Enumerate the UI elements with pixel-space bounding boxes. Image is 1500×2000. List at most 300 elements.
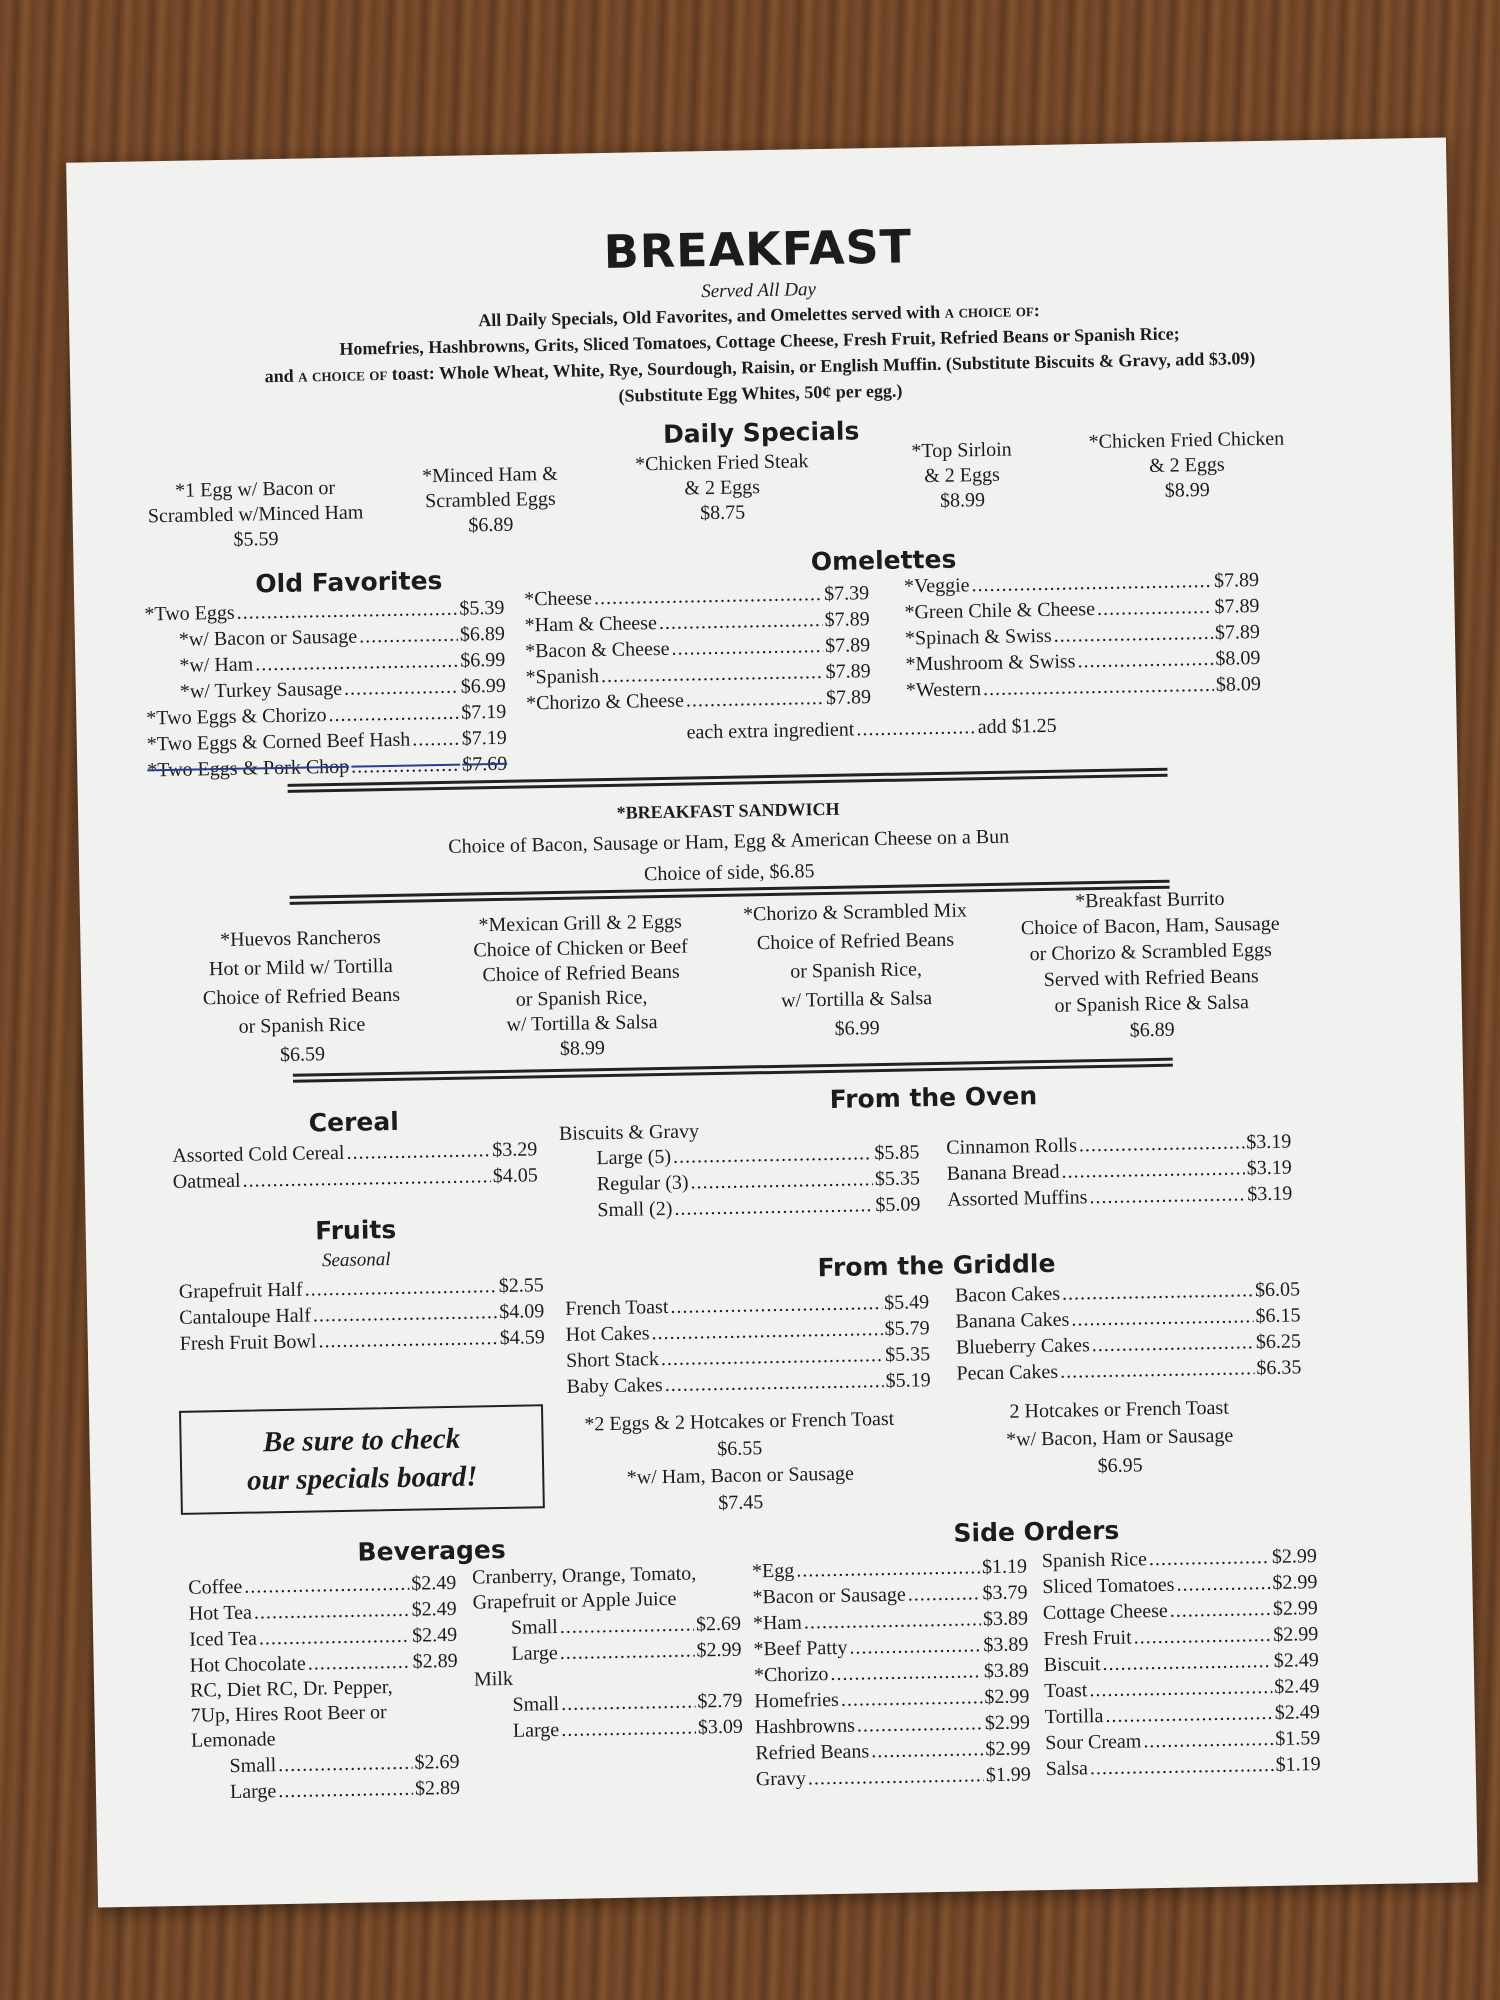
leader-dots xyxy=(259,1623,411,1652)
callout-line-1: Be sure to check xyxy=(262,1422,461,1459)
leader-dots xyxy=(359,622,458,650)
item-price: $5.09 xyxy=(875,1193,921,1217)
special-line-2: & 2 Eggs xyxy=(1148,453,1225,477)
leader-dots xyxy=(278,1750,413,1778)
intro-toast-label: a choice of xyxy=(297,363,388,386)
special-line-2: & 2 Eggs xyxy=(924,463,1000,488)
menu-item-row xyxy=(173,1162,538,1195)
leader-dots xyxy=(686,685,825,714)
mexican-line: *Mexican Grill & 2 Eggs xyxy=(478,910,682,937)
item-price: $6.99 xyxy=(460,674,506,698)
leader-dots xyxy=(559,1612,694,1640)
mexican-price: $8.99 xyxy=(559,1037,606,1060)
item-price: $5.35 xyxy=(874,1167,921,1191)
item-price: $8.09 xyxy=(1215,672,1262,696)
item-name: Large xyxy=(511,1642,559,1665)
menu-subtitle: Served All Day xyxy=(701,279,817,303)
leader-dots xyxy=(796,1554,980,1583)
item-price: $6.05 xyxy=(1254,1278,1301,1302)
special-price: $8.99 xyxy=(939,489,986,512)
combo-line: 2 Hotcakes or French Toast xyxy=(1009,1396,1229,1423)
item-name: Banana Bread xyxy=(946,1160,1060,1185)
side-orders-heading: Side Orders xyxy=(953,1515,1120,1548)
leader-dots xyxy=(1133,1622,1271,1651)
item-price: $1.19 xyxy=(1275,1753,1321,1776)
mexican-price: $6.89 xyxy=(1129,1018,1175,1042)
leader-dots xyxy=(254,1597,410,1626)
leader-dots xyxy=(304,1273,497,1303)
item-price: $7.19 xyxy=(461,700,507,724)
combo-price: $6.95 xyxy=(1097,1454,1143,1478)
leader-dots xyxy=(1090,1752,1274,1781)
item-price: $7.39 xyxy=(823,582,870,605)
item-name: Regular (3) xyxy=(596,1171,689,1196)
leader-dots xyxy=(871,1736,984,1764)
leader-dots xyxy=(808,1762,984,1791)
menu-item-row xyxy=(473,1637,741,1668)
item-price: $5.19 xyxy=(885,1369,931,1392)
item-name: Sour Cream xyxy=(1045,1730,1142,1755)
cereal-heading: Cereal xyxy=(308,1106,400,1138)
leader-dots xyxy=(849,1632,982,1660)
leader-dots xyxy=(236,596,457,626)
item-name: Large xyxy=(229,1780,277,1804)
item-price: $1.59 xyxy=(1275,1727,1321,1750)
fruits-list xyxy=(179,1272,545,1357)
menu-item-row xyxy=(192,1775,460,1806)
menu-item-row xyxy=(566,1367,930,1400)
menu-item-row xyxy=(947,1180,1292,1212)
item-name: Small xyxy=(510,1616,558,1639)
item-name: *w/ Bacon or Sausage xyxy=(178,625,358,651)
leader-dots xyxy=(344,674,459,702)
leader-dots xyxy=(1170,1596,1271,1624)
leader-dots xyxy=(561,1689,696,1717)
item-price: $6.89 xyxy=(459,622,506,646)
menu-sheet xyxy=(66,138,1478,1908)
item-price: $3.19 xyxy=(1246,1156,1292,1180)
special-line-1: *Top Sirloin xyxy=(911,438,1012,463)
mexican-price: $6.59 xyxy=(279,1043,326,1067)
leader-dots xyxy=(661,1342,884,1372)
item-name: Hot Tea xyxy=(188,1601,253,1625)
item-price: $6.25 xyxy=(1255,1330,1302,1354)
leader-dots xyxy=(560,1638,695,1666)
menu-item-row xyxy=(189,1648,457,1679)
item-price: $3.09 xyxy=(697,1715,744,1739)
item-price: $8.09 xyxy=(1215,646,1261,670)
mexican-line: Choice of Chicken or Beef xyxy=(473,935,688,962)
item-name: French Toast xyxy=(565,1295,669,1320)
item-name: *Beef Patty xyxy=(753,1636,848,1661)
item-price: $2.49 xyxy=(411,1623,458,1647)
item-price: $5.79 xyxy=(884,1317,930,1340)
menu-item-row xyxy=(1045,1751,1320,1782)
mexican-item xyxy=(710,896,1003,1046)
menu-item-row xyxy=(686,713,1056,746)
leader-dots xyxy=(671,633,823,662)
combo-line: *2 Eggs & 2 Hotcakes or French Toast xyxy=(584,1407,895,1436)
griddle-combo-hotcakes xyxy=(969,1393,1270,1482)
item-name: *Chorizo xyxy=(753,1663,829,1687)
item-name: Gravy xyxy=(755,1767,807,1791)
leader-dots xyxy=(841,1684,983,1713)
beverages-hot-list xyxy=(188,1570,460,1806)
fruits-heading: Fruits xyxy=(314,1214,397,1246)
griddle-right-list xyxy=(955,1276,1302,1386)
item-name: Large (5) xyxy=(596,1145,672,1170)
item-price: $5.35 xyxy=(884,1343,931,1366)
mexican-line: or Chorizo & Scrambled Eggs xyxy=(1029,938,1273,966)
leader-dots xyxy=(1149,1544,1270,1572)
item-name: Refried Beans xyxy=(755,1740,870,1765)
item-name: *Two Eggs & Corned Beef Hash xyxy=(146,728,411,756)
daily-specials-heading: Daily Specials xyxy=(662,416,860,449)
menu-item-row xyxy=(475,1714,743,1745)
item-price: $4.59 xyxy=(499,1326,545,1350)
item-price: $2.49 xyxy=(411,1571,457,1595)
omelette-extra xyxy=(686,713,1056,746)
leader-dots xyxy=(1061,1155,1245,1184)
mexican-line: Choice of Refried Beans xyxy=(756,928,955,955)
item-price: $3.89 xyxy=(983,1659,1030,1683)
item-name: *Two Eggs & Pork Chop xyxy=(147,755,350,782)
item-price: add $1.25 xyxy=(977,714,1057,739)
item-price: $2.79 xyxy=(697,1689,743,1713)
menu-item-row xyxy=(526,684,871,716)
leader-dots xyxy=(244,1571,409,1600)
item-price: $2.55 xyxy=(498,1274,544,1298)
beverages-heading: Beverages xyxy=(357,1534,506,1567)
item-name: Sliced Tomatoes xyxy=(1042,1573,1175,1599)
item-name: *Two Eggs xyxy=(144,601,235,626)
item-name: Spanish Rice xyxy=(1041,1548,1148,1573)
item-price: $5.49 xyxy=(883,1291,930,1314)
leader-dots xyxy=(1089,1674,1272,1703)
item-name: Pecan Cakes xyxy=(956,1360,1059,1385)
item-price: $2.99 xyxy=(1271,1545,1318,1568)
leader-dots xyxy=(1071,1303,1254,1332)
item-price: $4.09 xyxy=(499,1300,545,1324)
mexican-line: Choice of Bacon, Ham, Sausage xyxy=(1020,912,1280,940)
old-favorites-heading: Old Favorites xyxy=(255,565,443,599)
leader-dots xyxy=(308,1649,411,1677)
item-name: *Chorizo & Cheese xyxy=(525,689,685,715)
item-name: *Cheese xyxy=(524,587,593,611)
item-price: $7.89 xyxy=(1213,569,1260,592)
leader-dots xyxy=(1102,1648,1272,1677)
special-price: $8.75 xyxy=(699,501,746,525)
special-price: $5.59 xyxy=(233,527,279,551)
leader-dots xyxy=(346,1137,490,1166)
item-price: $2.49 xyxy=(1274,1701,1320,1724)
item-name: Homefries xyxy=(754,1688,840,1713)
item-price: $2.99 xyxy=(1272,1571,1318,1594)
item-name: *Veggie xyxy=(903,574,970,598)
mexican-line: *Chorizo & Scrambled Mix xyxy=(742,899,968,926)
item-price: $3.89 xyxy=(982,1607,1029,1631)
leader-dots xyxy=(1176,1570,1270,1598)
milk-label: Milk xyxy=(473,1667,514,1691)
leader-dots xyxy=(670,1290,882,1320)
item-name: each extra ingredient xyxy=(686,718,855,744)
item-price: $2.99 xyxy=(984,1685,1030,1709)
leader-dots xyxy=(1053,620,1213,649)
intro-line-3-and: and xyxy=(264,365,294,387)
juice-line: Cranberry, Orange, Tomato, xyxy=(471,1562,697,1589)
mexican-item xyxy=(450,909,713,1064)
combo-price: $6.55 xyxy=(717,1437,763,1461)
daily-special-item xyxy=(130,475,381,555)
item-price: $7.89 xyxy=(824,608,870,631)
mexican-line: Served with Refried Beans xyxy=(1043,965,1259,992)
intro-line-3-text: toast: Whole Wheat, White, Rye, Sourdough, Raisin, or English Muffin. (Substitute Biscuits & Gravy, add $3.09) xyxy=(391,348,1256,384)
omelettes-right-list xyxy=(904,567,1261,703)
item-name: Cantaloupe Half xyxy=(179,1304,312,1329)
leader-dots xyxy=(690,1166,873,1195)
item-name: *Ham & Cheese xyxy=(524,612,658,637)
item-price: $1.19 xyxy=(981,1555,1028,1579)
leader-dots xyxy=(908,1580,981,1607)
leader-dots xyxy=(1062,1277,1253,1306)
item-price: $2.99 xyxy=(985,1737,1031,1761)
item-price: $4.05 xyxy=(492,1164,538,1188)
item-name: Grapefruit Half xyxy=(178,1278,303,1303)
griddle-left-list xyxy=(565,1289,931,1400)
callout-line-2: our specials board! xyxy=(246,1460,478,1497)
cereal-list xyxy=(172,1136,538,1195)
mexican-line: *Breakfast Burrito xyxy=(1074,887,1225,913)
item-price: $6.35 xyxy=(1256,1356,1302,1380)
item-price: $1.99 xyxy=(985,1763,1032,1787)
leader-dots xyxy=(255,648,459,678)
special-line-1: *Minced Ham & xyxy=(421,462,558,488)
item-price: $3.89 xyxy=(983,1633,1029,1657)
mexican-line: Hot or Mild w/ Tortilla xyxy=(208,954,393,981)
item-price: $2.69 xyxy=(695,1612,742,1636)
mexican-line: *Huevos Rancheros xyxy=(219,926,381,952)
item-price: $7.89 xyxy=(1214,620,1261,644)
special-line-1: *Chicken Fried Chicken xyxy=(1088,427,1285,454)
item-price: $2.49 xyxy=(1274,1675,1320,1698)
item-name: Oatmeal xyxy=(172,1169,241,1194)
item-price: $7.89 xyxy=(824,634,871,657)
item-name: *Bacon & Cheese xyxy=(524,637,670,663)
daily-special-item xyxy=(390,461,591,540)
item-price: $6.99 xyxy=(460,648,506,672)
special-price: $6.89 xyxy=(468,513,514,537)
intro-line-1-text: All Daily Specials, Old Favorites, and Omelettes served with xyxy=(478,301,941,331)
leader-dots xyxy=(318,1325,498,1354)
specials-board-callout xyxy=(179,1404,545,1515)
mexican-line: w/ Tortilla & Salsa xyxy=(780,987,933,1012)
special-price: $8.99 xyxy=(1164,478,1211,502)
mexican-line: w/ Tortilla & Salsa xyxy=(506,1011,658,1036)
mexican-line: Choice of Refried Beans xyxy=(202,983,401,1010)
leader-dots xyxy=(313,1299,498,1328)
leader-dots xyxy=(1097,594,1213,622)
item-name: Fresh Fruit Bowl xyxy=(179,1330,317,1355)
sandwich-desc: Choice of Bacon, Sausage or Ham, Egg & American Cheese on a Bun xyxy=(448,825,1010,858)
item-name: Short Stack xyxy=(565,1348,660,1372)
item-price: $2.69 xyxy=(414,1750,460,1774)
leader-dots xyxy=(1143,1726,1273,1754)
item-price: $5.85 xyxy=(874,1141,920,1165)
from-the-oven-heading: From the Oven xyxy=(829,1081,1038,1114)
daily-special-item xyxy=(861,437,1062,516)
old-favorites-list xyxy=(144,595,507,784)
leader-dots xyxy=(328,700,459,728)
item-name: Cottage Cheese xyxy=(1042,1599,1169,1625)
omelettes-heading: Omelettes xyxy=(810,544,957,577)
leader-dots xyxy=(1105,1700,1273,1729)
menu-item-row xyxy=(906,671,1261,704)
item-name: Cinnamon Rolls xyxy=(946,1134,1078,1159)
item-name: *Two Eggs & Chorizo xyxy=(146,704,327,730)
item-price: $2.49 xyxy=(411,1597,457,1621)
menu-title: BREAKFAST xyxy=(603,219,913,279)
sandwich-side-price: Choice of side, $6.85 xyxy=(643,860,815,886)
item-price: $2.49 xyxy=(1273,1649,1319,1672)
side-orders-right-list xyxy=(1042,1543,1321,1782)
item-name: Biscuit xyxy=(1043,1653,1101,1677)
leader-dots xyxy=(1089,1181,1245,1210)
item-name: *Mushroom & Swiss xyxy=(905,650,1076,676)
mexican-line: or Spanish Rice, xyxy=(790,958,923,983)
leader-dots xyxy=(1060,1355,1255,1385)
item-name: Hashbrowns xyxy=(754,1714,856,1739)
item-name: Assorted Muffins xyxy=(947,1186,1088,1211)
item-name: *Spinach & Swiss xyxy=(904,624,1052,650)
item-name: Iced Tea xyxy=(189,1627,258,1651)
item-price: $2.99 xyxy=(1272,1597,1319,1620)
leader-dots xyxy=(664,1368,883,1398)
leader-dots xyxy=(561,1715,696,1743)
mexican-line: or Spanish Rice & Salsa xyxy=(1054,991,1250,1017)
item-price: $6.15 xyxy=(1255,1304,1301,1328)
menu-item-row xyxy=(756,1761,1031,1792)
leader-dots xyxy=(1077,646,1213,674)
item-name: Baby Cakes xyxy=(566,1374,663,1398)
item-name: *Green Chile & Cheese xyxy=(904,598,1096,624)
item-name: *Egg xyxy=(751,1559,795,1583)
sandwich-title: *BREAKFAST SANDWICH xyxy=(616,798,840,823)
mexican-line: or Spanish Rice xyxy=(238,1013,366,1038)
special-line-2: Scrambled w/Minced Ham xyxy=(147,501,364,528)
item-name: Assorted Cold Cereal xyxy=(172,1141,345,1168)
item-name: *Bacon or Sausage xyxy=(752,1583,907,1609)
item-name: Tortilla xyxy=(1044,1705,1104,1729)
special-line-2: Scrambled Eggs xyxy=(424,487,556,513)
item-name: *w/ Ham xyxy=(179,653,254,677)
item-price: $7.89 xyxy=(825,686,872,709)
intro-choice-label: a choice of: xyxy=(944,299,1040,322)
mexican-item xyxy=(175,922,428,1072)
biscuits-gravy-title: Biscuits & Gravy xyxy=(558,1120,700,1145)
item-name: Small (2) xyxy=(597,1197,673,1222)
side-orders-left-list xyxy=(752,1553,1031,1792)
menu-item-row xyxy=(956,1354,1301,1386)
item-name: Toast xyxy=(1044,1679,1088,1703)
item-price: $5.39 xyxy=(459,596,505,620)
fruits-seasonal-note: Seasonal xyxy=(321,1249,391,1272)
leader-dots xyxy=(804,1606,982,1635)
griddle-combo-eggs xyxy=(559,1405,921,1520)
leader-dots xyxy=(412,726,460,753)
leader-dots xyxy=(673,1140,873,1170)
item-price: $2.99 xyxy=(984,1711,1031,1735)
item-name: Small xyxy=(229,1754,277,1778)
item-price: $2.99 xyxy=(1273,1623,1319,1646)
leader-dots xyxy=(674,1192,873,1222)
combo-price: $7.45 xyxy=(718,1491,764,1515)
combo-line: *w/ Ham, Bacon or Sausage xyxy=(626,1462,855,1489)
item-price: $7.89 xyxy=(1214,594,1260,618)
biscuits-list xyxy=(596,1139,920,1223)
leader-dots xyxy=(857,1710,983,1738)
special-line-1: *Chicken Fried Steak xyxy=(634,450,809,476)
mexican-price: $6.99 xyxy=(834,1017,880,1040)
item-price: $3.19 xyxy=(1246,1130,1292,1154)
leader-dots xyxy=(659,607,823,636)
menu-item-row xyxy=(180,1324,545,1357)
breakfast-sandwich xyxy=(78,787,1379,898)
daily-special-item xyxy=(1061,426,1312,506)
item-price: $3.19 xyxy=(1247,1182,1293,1206)
soda-line: Lemonade xyxy=(190,1728,276,1752)
item-name: *Ham xyxy=(752,1611,803,1635)
mexican-line: Choice of Refried Beans xyxy=(482,960,680,987)
item-name: Banana Cakes xyxy=(955,1308,1070,1333)
soda-line: 7Up, Hires Root Beer or xyxy=(190,1701,387,1727)
combo-line: *w/ Bacon, Ham or Sausage xyxy=(1005,1424,1234,1451)
item-name: Blueberry Cakes xyxy=(955,1334,1091,1359)
item-price: $2.89 xyxy=(414,1776,461,1800)
intro-line-2: Homefries, Hashbrowns, Grits, Sliced Tomatoes, Cottage Cheese, Fresh Fruit, Refried Beans or Spanish Rice; xyxy=(339,323,1180,359)
leader-dots xyxy=(351,752,461,780)
item-price: $2.99 xyxy=(696,1638,742,1662)
mexican-line: or Spanish Rice, xyxy=(515,986,648,1011)
soda-line: RC, Diet RC, Dr. Pepper, xyxy=(189,1676,393,1702)
item-price: $7.89 xyxy=(825,660,871,683)
item-name: *w/ Turkey Sausage xyxy=(179,677,343,703)
item-name: Small xyxy=(512,1693,560,1716)
item-price: $3.79 xyxy=(982,1581,1028,1605)
mexican-item xyxy=(1000,884,1303,1045)
item-name: Hot Chocolate xyxy=(189,1652,306,1677)
daily-special-item xyxy=(597,449,848,529)
leader-dots xyxy=(856,714,976,742)
item-name: Large xyxy=(512,1719,560,1742)
item-price: $7.69 xyxy=(462,752,508,776)
special-line-2: & 2 Eggs xyxy=(684,476,761,500)
item-price: $3.29 xyxy=(492,1138,538,1162)
leader-dots xyxy=(601,659,824,689)
item-name: Coffee xyxy=(188,1575,243,1599)
item-name: Bacon Cakes xyxy=(954,1282,1061,1307)
menu-item-row xyxy=(597,1191,920,1223)
leader-dots xyxy=(1092,1329,1255,1358)
omelettes-left-list xyxy=(524,580,871,716)
leader-dots xyxy=(830,1658,982,1687)
leader-dots xyxy=(278,1776,413,1804)
juice-line: Grapefruit or Apple Juice xyxy=(472,1587,677,1614)
leader-dots xyxy=(983,672,1214,702)
menu-item-row-struck xyxy=(147,751,507,784)
leader-dots xyxy=(242,1163,491,1194)
beverages-juice-list xyxy=(472,1561,743,1745)
item-name: Salsa xyxy=(1045,1757,1089,1781)
